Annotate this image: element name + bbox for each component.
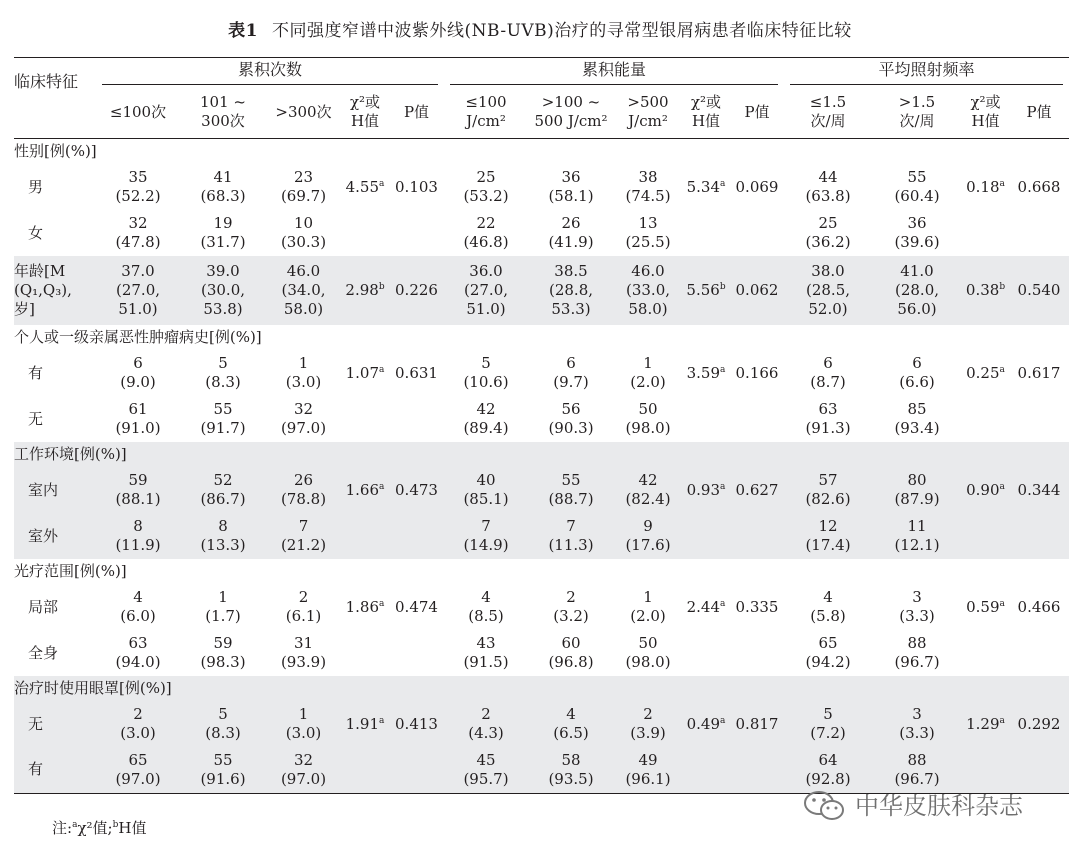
column-header: >300次	[275, 102, 332, 121]
table-cell: 8 (13.3)	[200, 517, 246, 554]
table-cell: 0.335	[735, 597, 779, 616]
table-cell: 0.540	[1017, 281, 1061, 299]
table-cell: 1 (2.0)	[630, 354, 666, 391]
table-cell: 85 (93.4)	[894, 400, 940, 437]
table-cell: 0.062	[735, 281, 779, 299]
column-header: χ²或 H值	[970, 93, 1001, 130]
table-cell: 0.617	[1017, 363, 1061, 382]
row-label-header: 临床特征	[14, 72, 79, 91]
row-label: 无	[28, 714, 44, 733]
table-cell: 36 (39.6)	[894, 214, 940, 251]
table-cell: 2 (3.0)	[120, 705, 156, 742]
table-cell: 9 (17.6)	[625, 517, 671, 554]
table-cell: 6 (9.0)	[120, 354, 156, 391]
table-cell: 80 (87.9)	[894, 471, 940, 508]
table-cell: 50 (98.0)	[625, 634, 671, 671]
table-cell: 1 (2.0)	[630, 588, 666, 625]
table-cell: 59 (88.1)	[115, 471, 161, 508]
table-row	[14, 630, 1069, 676]
section-header-row	[14, 139, 1069, 165]
table-row	[14, 210, 1069, 256]
table-cell: 46.0 (34.0, 58.0)	[281, 262, 326, 318]
table-cell: 0.292	[1017, 714, 1061, 733]
table-row	[14, 701, 1069, 747]
table-cell: 59 (98.3)	[200, 634, 246, 671]
section-title: 治疗时使用眼罩[例(%)]	[14, 679, 172, 697]
table-cell: 0.466	[1017, 597, 1061, 616]
watermark-text: 中华皮肤科杂志	[855, 792, 1023, 820]
table-cell: 38.0 (28.5, 52.0)	[805, 262, 851, 318]
row-label: 女	[28, 223, 44, 242]
table-cell: 7 (14.9)	[463, 517, 509, 554]
table-cell: 2 (4.3)	[468, 705, 504, 742]
table-cell: 5.56$^b$	[686, 281, 726, 299]
table-cell: 49 (96.1)	[625, 750, 671, 788]
table-cell	[1009, 513, 1069, 559]
table-title	[0, 16, 1080, 41]
table-cell: 10 (30.3)	[280, 214, 327, 251]
table-cell: 88 (96.7)	[894, 750, 940, 788]
table-cell: 41.0 (28.0, 56.0)	[894, 262, 940, 318]
table-cell	[341, 396, 389, 442]
table-cell	[341, 513, 389, 559]
row-label: 室外	[28, 526, 59, 545]
table-cell	[962, 513, 1009, 559]
table-cell	[682, 210, 730, 256]
table-cell: 3 (3.3)	[899, 705, 935, 742]
column-header: P值	[403, 102, 430, 121]
table-cell: 32 (47.8)	[115, 214, 161, 251]
table-cell: 50 (98.0)	[625, 400, 671, 437]
table-cell: 0.474	[395, 597, 438, 616]
table-cell: 1.86$^a$	[345, 597, 385, 616]
table-cell: 4.55$^a$	[345, 177, 385, 196]
table-body	[14, 139, 1069, 794]
table-cell: 35 (52.2)	[115, 168, 161, 205]
table-cell	[1009, 396, 1069, 442]
row-label: 有	[28, 760, 44, 779]
column-header: χ²或 H值	[349, 93, 381, 130]
row-label: 有	[28, 363, 44, 382]
column-header: >1.5 次/周	[898, 93, 936, 130]
table-cell: 5 (10.6)	[463, 354, 509, 391]
table-cell: 32 (97.0)	[280, 750, 327, 788]
table-row	[14, 350, 1069, 396]
table-row	[14, 584, 1069, 630]
table-cell: 22 (46.8)	[463, 214, 509, 251]
table-note: 注:$^a$χ²值;$^b$H值	[52, 819, 147, 837]
table-cell: 0.103	[395, 177, 438, 196]
table-cell: 45 (95.7)	[463, 750, 509, 788]
table-cell: 38.5 (28.8, 53.3)	[548, 262, 594, 318]
table-cell: 55 (60.4)	[894, 168, 940, 205]
group-header-cumulative-energy: 累积能量	[444, 58, 784, 87]
section-header-row	[14, 325, 1069, 350]
section-title: 性别[例(%)]	[14, 142, 97, 160]
column-header: P值	[744, 102, 770, 121]
table-cell	[962, 630, 1009, 676]
table-cell: 56 (90.3)	[548, 400, 594, 437]
table-cell: 88 (96.7)	[894, 634, 940, 671]
table-cell: 1 (3.0)	[285, 705, 322, 742]
row-label: 局部	[28, 597, 59, 616]
section-header-row	[14, 676, 1069, 701]
table-cell: 25 (36.2)	[805, 214, 851, 251]
table-cell: 0.226	[395, 281, 438, 299]
section-title: 个人或一级亲属恶性肿瘤病史[例(%)]	[14, 328, 262, 346]
table-cell: 61 (91.0)	[115, 400, 161, 437]
table-cell	[389, 630, 444, 676]
table-cell	[730, 210, 784, 256]
group-header-frequency: 平均照射频率	[784, 58, 1069, 87]
table-cell: 0.631	[395, 363, 438, 382]
table-cell: 5 (8.3)	[205, 354, 241, 391]
table-cell: 55 (91.7)	[200, 400, 246, 437]
table-cell: 4 (5.8)	[810, 588, 846, 625]
table-cell: 38 (74.5)	[625, 168, 671, 205]
row-label: 全身	[28, 643, 59, 662]
table-cell: 40 (85.1)	[463, 471, 509, 508]
table-cell: 13 (25.5)	[625, 214, 671, 251]
table-cell: 37.0 (27.0, 51.0)	[115, 262, 161, 318]
row-label: 男	[28, 177, 44, 196]
table-cell: 57 (82.6)	[805, 471, 851, 508]
table-cell: 0.069	[735, 177, 779, 196]
table-cell	[341, 210, 389, 256]
table-cell: 3 (3.3)	[899, 588, 935, 625]
clinical-table	[14, 57, 1069, 794]
table-cell: 0.18$^a$	[966, 177, 1005, 196]
row-label: 室内	[28, 480, 59, 499]
table-cell: 4 (8.5)	[468, 588, 504, 625]
table-cell: 2.98$^b$	[345, 281, 385, 299]
table-row	[14, 513, 1069, 559]
table-cell: 36.0 (27.0, 51.0)	[463, 262, 509, 318]
table-cell: 60 (96.8)	[548, 634, 594, 671]
table-cell: 1.29$^a$	[966, 714, 1005, 733]
table-cell: 0.38$^b$	[965, 281, 1006, 299]
table-cell: 0.90$^a$	[966, 480, 1005, 499]
table-cell	[682, 513, 730, 559]
section-header-row	[14, 442, 1069, 467]
table-cell: 1.66$^a$	[345, 480, 385, 499]
watermark	[803, 784, 1053, 824]
table-cell: 42 (89.4)	[463, 400, 509, 437]
table-cell: 5.34$^a$	[686, 177, 726, 196]
table-cell: 25 (53.2)	[463, 168, 509, 205]
table-row	[14, 164, 1069, 210]
wechat-icon	[803, 790, 847, 822]
table-cell: 8 (11.9)	[115, 517, 161, 554]
table-cell	[682, 747, 730, 793]
table-row	[14, 396, 1069, 442]
table-cell: 19 (31.7)	[200, 214, 246, 251]
table-cell: 55 (91.6)	[200, 750, 246, 788]
table-cell: 58 (93.5)	[548, 750, 594, 788]
table-caption: 不同强度窄谱中波紫外线(NB-UVB)治疗的寻常型银屑病患者临床特征比较	[272, 21, 852, 41]
column-header: >100 ~ 500 J/cm²	[534, 93, 608, 130]
table-cell: 7 (21.2)	[280, 517, 327, 554]
table-cell	[962, 396, 1009, 442]
header-column-row	[14, 86, 1069, 139]
table-cell: 0.25$^a$	[966, 363, 1005, 382]
table-cell	[389, 210, 444, 256]
table-cell: 11 (12.1)	[894, 517, 940, 554]
column-header: >500 J/cm²	[627, 93, 669, 130]
section-title: 光疗范围[例(%)]	[14, 562, 127, 580]
table-cell: 63 (94.0)	[115, 634, 161, 671]
column-header: ≤100次	[109, 102, 167, 121]
table-row	[14, 467, 1069, 513]
table-cell: 0.344	[1017, 480, 1061, 499]
table-cell: 26 (41.9)	[548, 214, 594, 251]
table-cell: 1.07$^a$	[345, 363, 385, 382]
table-cell: 3.59$^a$	[686, 363, 726, 382]
table-cell	[341, 747, 389, 793]
header-group-row	[14, 58, 1069, 87]
table-cell	[389, 513, 444, 559]
table-cell: 42 (82.4)	[625, 471, 671, 508]
table-cell: 64 (92.8)	[805, 750, 851, 788]
table-cell: 1.91$^a$	[345, 714, 385, 733]
column-header: 101 ~ 300次	[200, 93, 246, 130]
table-cell: 6 (9.7)	[553, 354, 589, 391]
table-cell: 46.0 (33.0, 58.0)	[625, 262, 671, 318]
table-cell	[730, 396, 784, 442]
column-header: P值	[1026, 102, 1052, 121]
table-cell	[1009, 210, 1069, 256]
table-cell	[389, 747, 444, 793]
table-cell	[962, 210, 1009, 256]
table-cell: 63 (91.3)	[805, 400, 851, 437]
column-header: χ²或 H值	[690, 93, 722, 130]
table-cell: 55 (88.7)	[548, 471, 594, 508]
column-header: ≤1.5 次/周	[809, 93, 847, 130]
table-cell: 12 (17.4)	[805, 517, 851, 554]
table-cell: 6 (8.7)	[810, 354, 846, 391]
table-cell: 31 (93.9)	[280, 634, 327, 671]
table-cell: 4 (6.0)	[120, 588, 156, 625]
table-cell	[389, 396, 444, 442]
table-number: 表1	[228, 21, 259, 41]
table-cell: 52 (86.7)	[200, 471, 246, 508]
table-row	[14, 256, 1069, 325]
table-cell: 2.44$^a$	[686, 597, 726, 616]
table-cell: 39.0 (30.0, 53.8)	[200, 262, 246, 318]
table-cell: 6 (6.6)	[899, 354, 935, 391]
table-cell: 2 (6.1)	[285, 588, 322, 625]
table-cell: 65 (94.2)	[805, 634, 851, 671]
table-cell: 44 (63.8)	[805, 168, 851, 205]
table-cell	[1009, 630, 1069, 676]
table-cell	[730, 630, 784, 676]
table-cell: 0.166	[735, 363, 779, 382]
table-cell: 0.627	[735, 480, 779, 499]
section-header-row	[14, 559, 1069, 584]
column-header: ≤100 J/cm²	[465, 93, 507, 130]
table-cell: 43 (91.5)	[463, 634, 509, 671]
row-label: 年龄[M (Q₁,Q₃), 岁]	[14, 262, 72, 318]
table-cell: 0.59$^a$	[966, 597, 1005, 616]
table-cell: 5 (8.3)	[205, 705, 241, 742]
table-cell: 41 (68.3)	[200, 168, 246, 205]
table-cell	[341, 630, 389, 676]
table-cell	[682, 396, 730, 442]
table-cell: 0.49$^a$	[686, 714, 726, 733]
table-cell: 2 (3.2)	[553, 588, 589, 625]
table-cell: 32 (97.0)	[280, 400, 327, 437]
table-cell: 1 (3.0)	[285, 354, 322, 391]
table-cell: 1 (1.7)	[205, 588, 241, 625]
group-header-cumulative-count: 累积次数	[96, 58, 444, 87]
table-cell: 0.817	[735, 714, 779, 733]
table-cell: 0.473	[395, 480, 438, 499]
table-cell: 7 (11.3)	[548, 517, 594, 554]
section-title: 工作环境[例(%)]	[14, 445, 127, 463]
table-cell: 36 (58.1)	[548, 168, 594, 205]
table-cell: 2 (3.9)	[630, 705, 666, 742]
table-cell: 0.93$^a$	[686, 480, 726, 499]
row-label: 无	[28, 409, 44, 428]
table-cell: 0.413	[395, 714, 438, 733]
table-cell	[730, 747, 784, 793]
table-cell: 65 (97.0)	[115, 750, 161, 788]
table-cell: 23 (69.7)	[280, 168, 327, 205]
table-cell: 0.668	[1017, 177, 1061, 196]
table-cell	[730, 513, 784, 559]
table-cell: 4 (6.5)	[553, 705, 589, 742]
table-cell: 5 (7.2)	[810, 705, 846, 742]
table-cell	[682, 630, 730, 676]
table-cell: 26 (78.8)	[280, 471, 327, 508]
